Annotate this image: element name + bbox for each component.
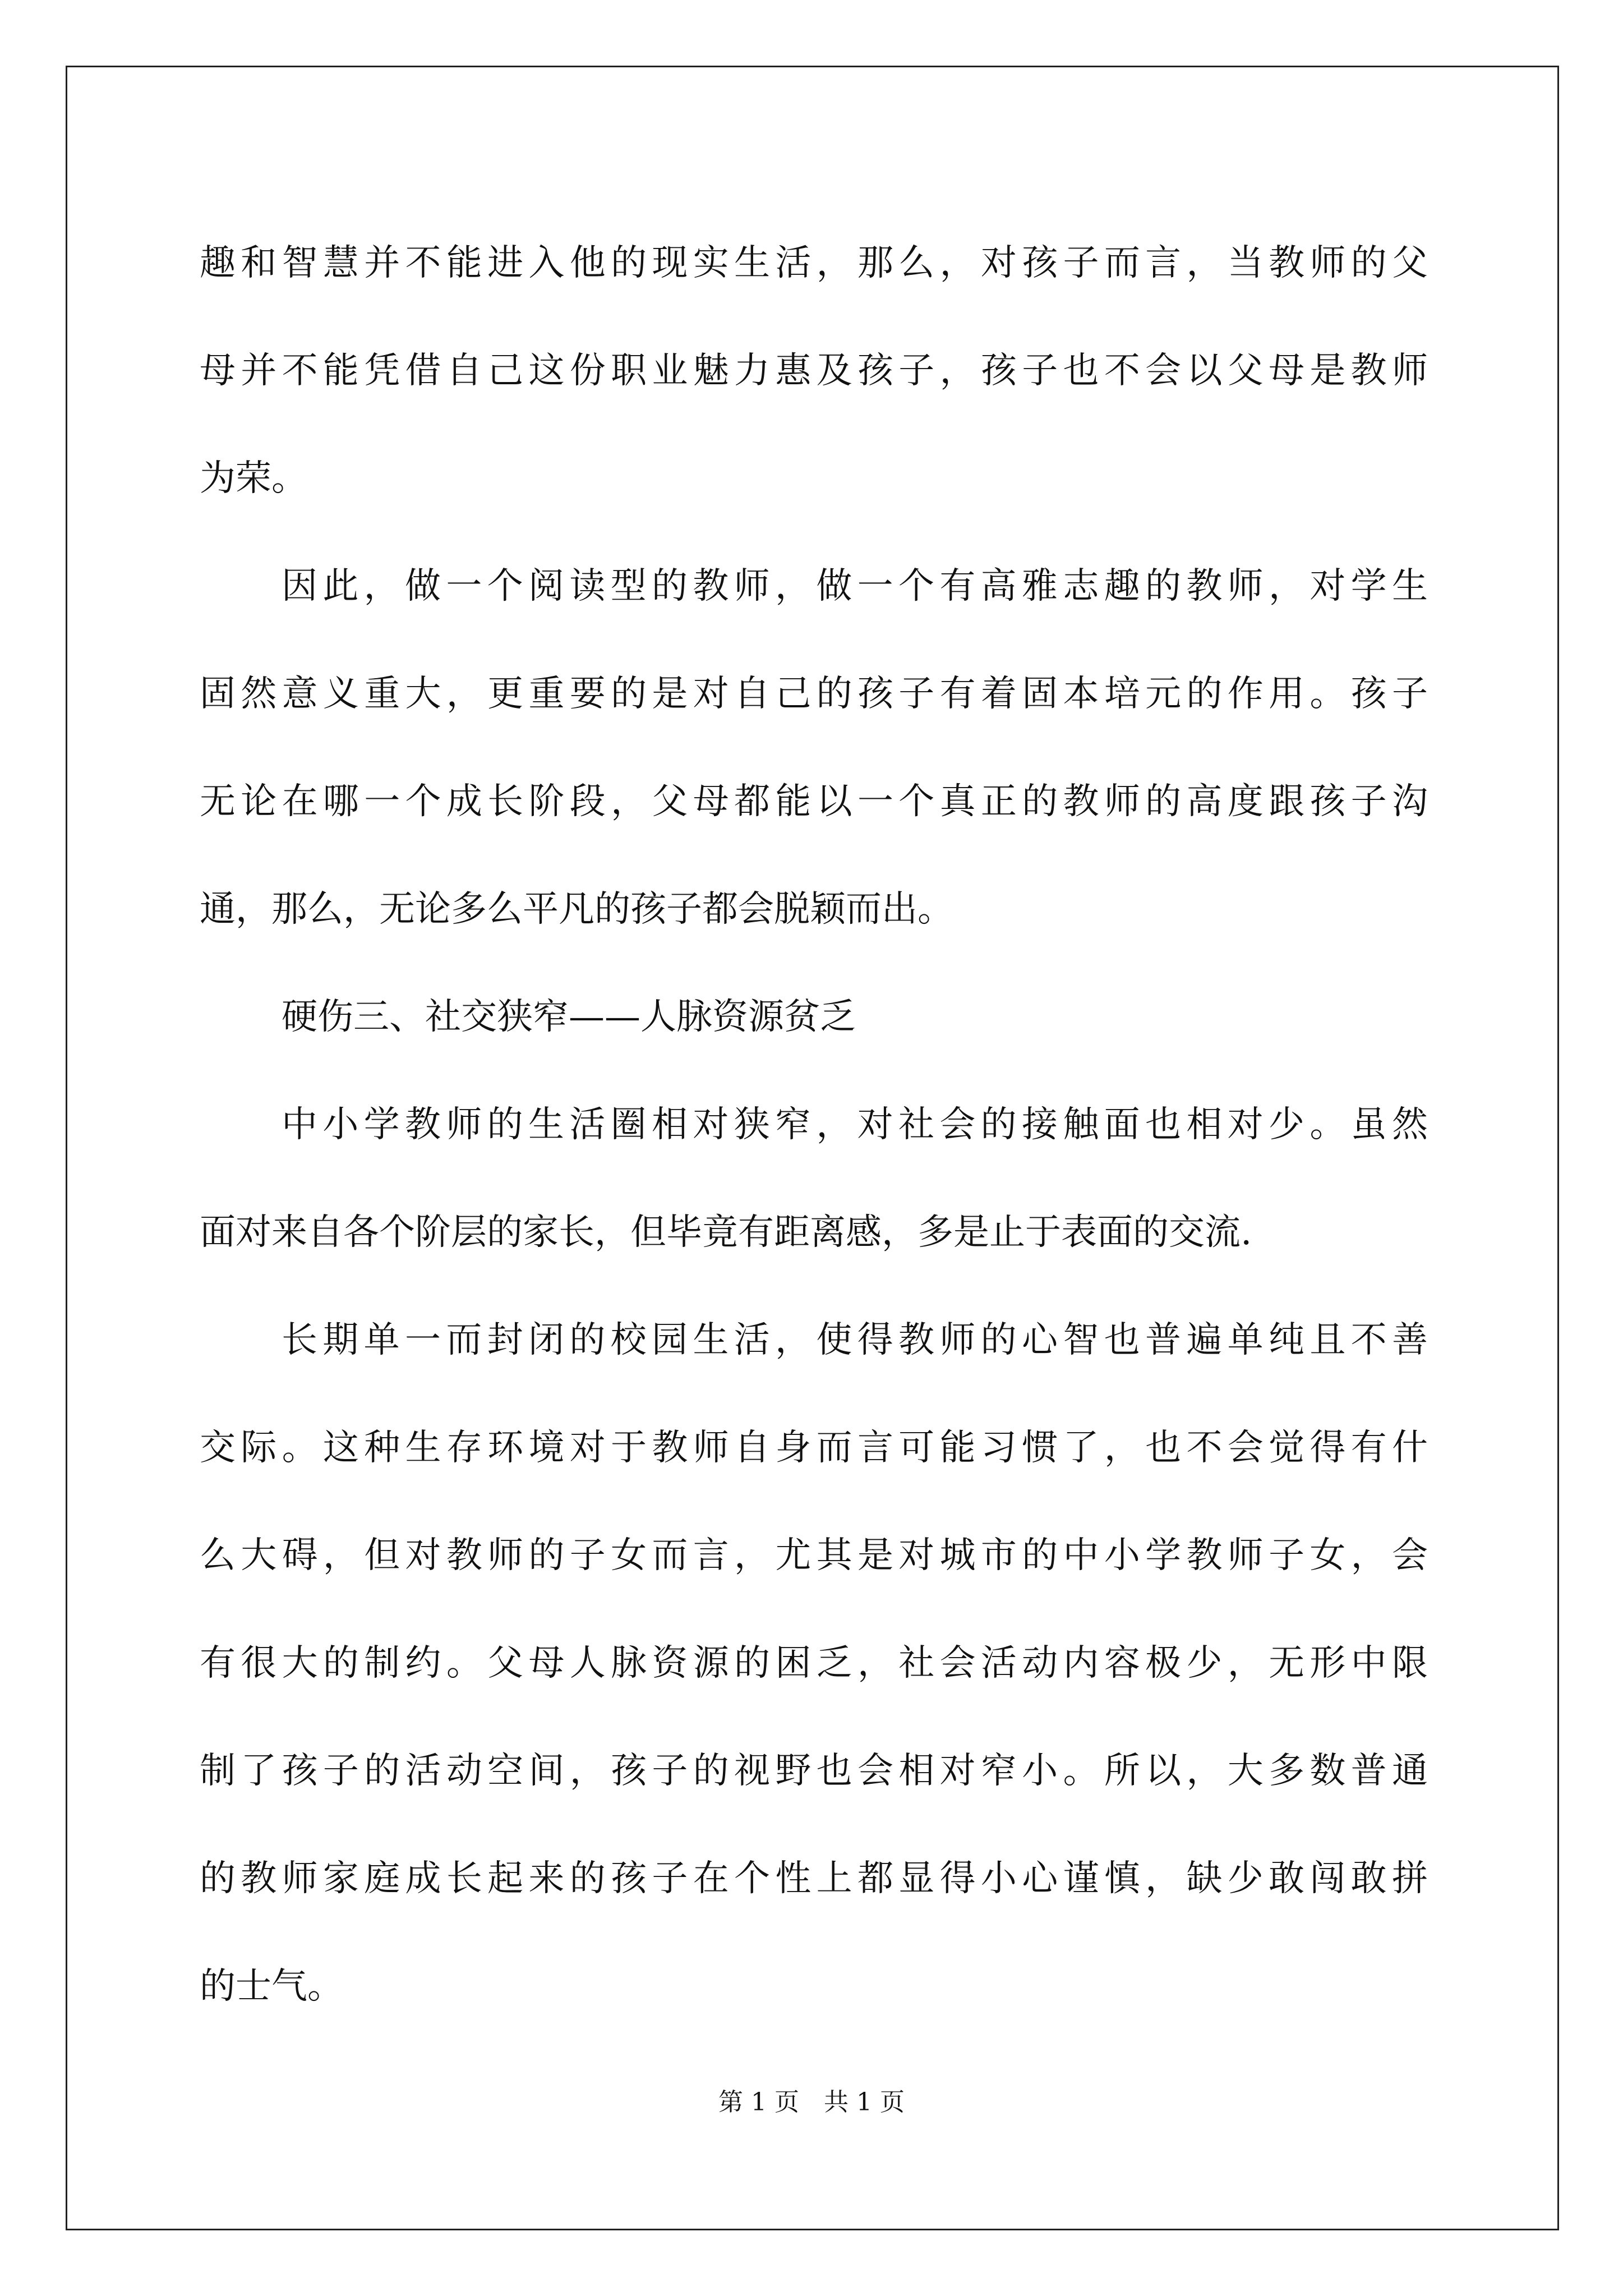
text-line: 的士气。	[200, 1966, 343, 2007]
text-line: 面对来自各个阶层的家长，但毕竟有距离感，多是止于表面的交流.	[200, 1212, 1252, 1253]
text-line: 为荣。	[200, 458, 307, 499]
text-line: 么大碍，但对教师的子女而言，尤其是对城市的中小学教师子女，会	[200, 1535, 1428, 1576]
text-line: 母并不能凭借自己这份职业魅力惠及孩子，孩子也不会以父母是教师	[200, 350, 1428, 392]
paragraph-first-line: 中小学教师的生活圈相对狭窄，对社会的接触面也相对少。虽然	[282, 1104, 1428, 1145]
text-line: 趣和智慧并不能进入他的现实生活，那么，对孩子而言，当教师的父	[200, 242, 1428, 284]
text-line: 无论在哪一个成长阶段，父母都能以一个真正的教师的高度跟孩子沟	[200, 781, 1428, 822]
text-line: 固然意义重大，更重要的是对自己的孩子有着固本培元的作用。孩子	[200, 673, 1428, 715]
paragraph-first-line: 因此，做一个阅读型的教师，做一个有高雅志趣的教师，对学生	[282, 565, 1428, 607]
paragraph-first-line: 长期单一而封闭的校园生活，使得教师的心智也普遍单纯且不善	[282, 1319, 1428, 1361]
text-line: 制了孩子的活动空间，孩子的视野也会相对窄小。所以，大多数普通	[200, 1750, 1428, 1792]
text-line: 通，那么，无论多么平凡的孩子都会脱颖而出。	[200, 889, 953, 930]
text-line: 交际。这种生存环境对于教师自身而言可能习惯了，也不会觉得有什	[200, 1427, 1428, 1469]
text-line: 的教师家庭成长起来的孩子在个性上都显得小心谨慎，缺少敢闯敢拼	[200, 1858, 1428, 1899]
text-line: 有很大的制约。父母人脉资源的困乏，社会活动内容极少，无形中限	[200, 1642, 1428, 1684]
page-footer: 第 1 页 共 1 页	[718, 2088, 905, 2116]
document-body	[200, 209, 1428, 2040]
paragraph-first-line: 硬伤三、社交狭窄——人脉资源贫乏	[282, 996, 856, 1038]
